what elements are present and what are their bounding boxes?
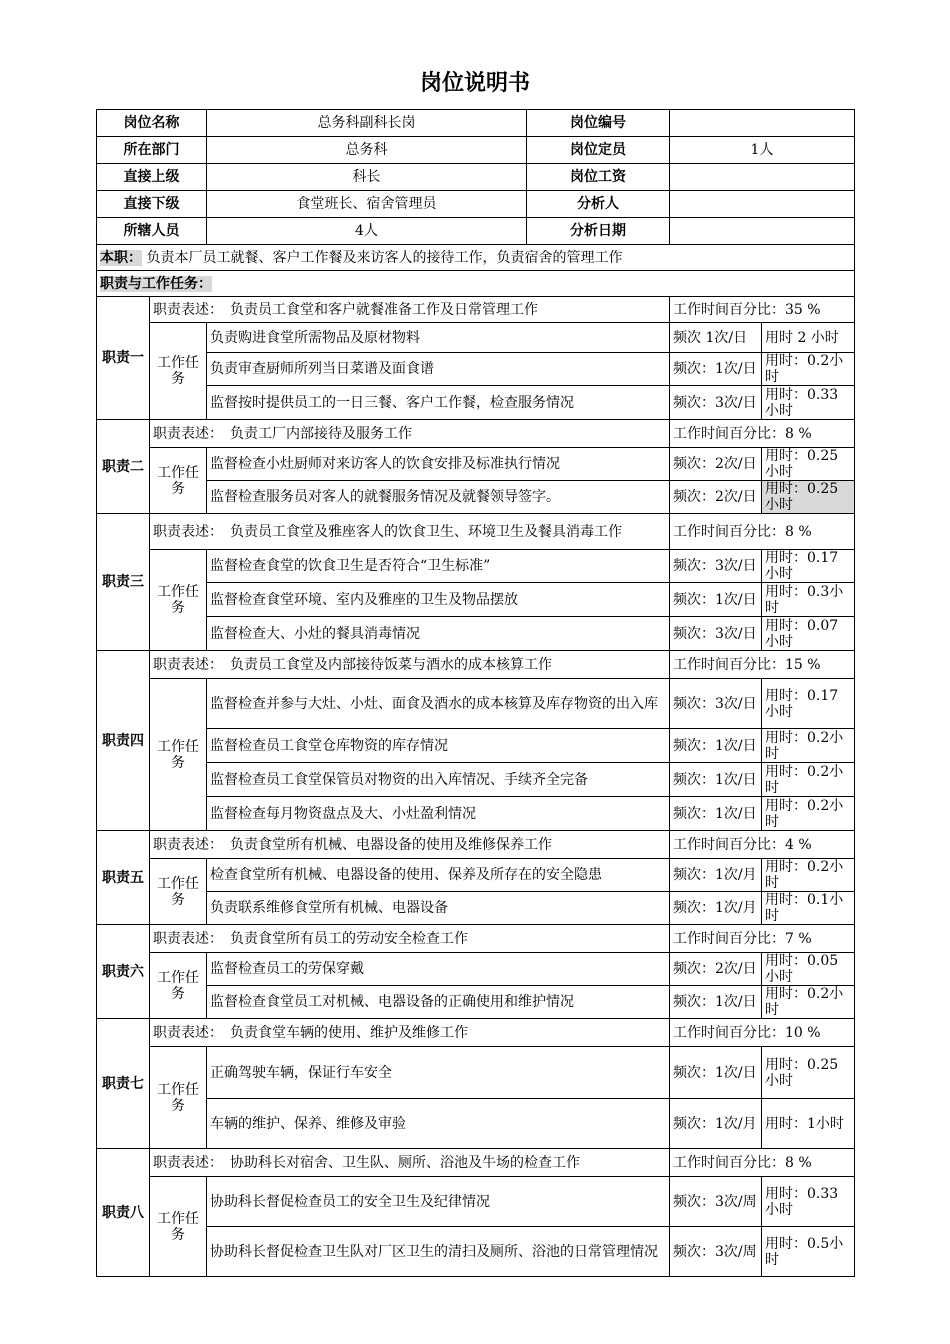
task-frequency: 频次：1次/月	[670, 1099, 762, 1149]
duty-percent: 工作时间百分比：10 %	[670, 1019, 855, 1047]
task-time: 用时：0.25小时	[762, 481, 855, 514]
superior-label: 直接上级	[97, 164, 207, 191]
wage-value	[670, 164, 855, 191]
duties-header: 职责与工作任务：	[100, 275, 212, 292]
task-frequency: 频次：1次/日	[670, 729, 762, 763]
task-label: 工作任务	[150, 323, 207, 420]
task-text: 协助科长督促检查员工的安全卫生及纪律情况	[207, 1177, 670, 1227]
task-text: 监督检查员工食堂保管员对物资的出入库情况、手续齐全完备	[207, 763, 670, 797]
task-time: 用时：0.17小时	[762, 679, 855, 729]
benzhi-row	[97, 245, 855, 271]
duty-name: 职责二	[97, 420, 150, 514]
duty-desc: 职责表述： 负责工厂内部接待及服务工作	[150, 420, 670, 448]
staff-label: 所辖人员	[97, 218, 207, 245]
task-time: 用时：0.07小时	[762, 617, 855, 651]
duty-desc: 职责表述： 负责食堂所有机械、电器设备的使用及维修保养工作	[150, 831, 670, 859]
task-text: 正确驾驶车辆，保证行车安全	[207, 1047, 670, 1099]
task-frequency: 频次：2次/日	[670, 481, 762, 514]
task-time: 用时：0.1小时	[762, 892, 855, 925]
task-text: 监督检查员工食堂仓库物资的库存情况	[207, 729, 670, 763]
task-text: 监督检查食堂员工对机械、电器设备的正确使用和维护情况	[207, 986, 670, 1019]
task-text: 负责购进食堂所需物品及原材物料	[207, 323, 670, 353]
task-frequency: 频次：3次/日	[670, 386, 762, 420]
task-frequency: 频次 1次/日	[670, 323, 762, 353]
wage-label: 岗位工资	[527, 164, 670, 191]
duty-name: 职责六	[97, 925, 150, 1019]
duty-desc: 职责表述： 协助科长对宿舍、卫生队、厕所、浴池及牛场的检查工作	[150, 1149, 670, 1177]
post-name-value: 总务科副科长岗	[207, 110, 527, 137]
task-time: 用时：0.25小时	[762, 1047, 855, 1099]
task-frequency: 频次：1次/月	[670, 859, 762, 892]
task-label: 工作任务	[150, 679, 207, 831]
post-no-label: 岗位编号	[527, 110, 670, 137]
benzhi-label: 本职：	[100, 249, 142, 266]
page-title: 岗位说明书	[419, 71, 530, 96]
duty-desc: 职责表述： 负责员工食堂及内部接待饭菜与酒水的成本核算工作	[150, 651, 670, 679]
duty-name: 职责八	[97, 1149, 150, 1277]
date-value	[670, 218, 855, 245]
duties-header-row	[97, 271, 855, 297]
task-frequency: 频次：1次/日	[670, 583, 762, 617]
task-frequency: 频次：1次/日	[670, 797, 762, 831]
task-time: 用时：0.2小时	[762, 763, 855, 797]
duty-percent: 工作时间百分比：8 %	[670, 1149, 855, 1177]
task-frequency: 频次：1次/日	[670, 353, 762, 386]
task-text: 监督检查员工的劳保穿戴	[207, 953, 670, 986]
task-label: 工作任务	[150, 550, 207, 651]
duty-desc: 职责表述： 负责员工食堂和客户就餐准备工作及日常管理工作	[150, 297, 670, 323]
duty-percent: 工作时间百分比：8 %	[670, 514, 855, 550]
post-no-value	[670, 110, 855, 137]
task-frequency: 频次：3次/日	[670, 679, 762, 729]
task-time: 用时：0.05小时	[762, 953, 855, 986]
subordinate-label: 直接下级	[97, 191, 207, 218]
task-frequency: 频次：1次/日	[670, 986, 762, 1019]
task-label: 工作任务	[150, 1047, 207, 1149]
duty-name: 职责五	[97, 831, 150, 925]
task-text: 监督检查并参与大灶、小灶、面食及酒水的成本核算及库存物资的出入库	[207, 679, 670, 729]
task-time: 用时 2 小时	[762, 323, 855, 353]
task-time: 用时：0.25小时	[762, 448, 855, 481]
duty-percent: 工作时间百分比：15 %	[670, 651, 855, 679]
task-time: 用时：0.2小时	[762, 986, 855, 1019]
staff-value: 4人	[207, 218, 527, 245]
analyst-value	[670, 191, 855, 218]
task-time: 用时：0.5小时	[762, 1227, 855, 1277]
quota-label: 岗位定员	[527, 137, 670, 164]
task-time: 用时：0.2小时	[762, 353, 855, 386]
task-text: 检查食堂所有机械、电器设备的使用、保养及所存在的安全隐患	[207, 859, 670, 892]
task-time: 用时：1小时	[762, 1099, 855, 1149]
task-frequency: 频次：3次/日	[670, 617, 762, 651]
duty-percent: 工作时间百分比：35 %	[670, 297, 855, 323]
duty-name: 职责一	[97, 297, 150, 420]
task-text: 监督检查食堂环境、室内及雅座的卫生及物品摆放	[207, 583, 670, 617]
duty-desc: 职责表述： 负责食堂车辆的使用、维护及维修工作	[150, 1019, 670, 1047]
superior-value: 科长	[207, 164, 527, 191]
task-time: 用时：0.2小时	[762, 729, 855, 763]
job-description-table	[96, 109, 855, 1277]
task-time: 用时：0.2小时	[762, 859, 855, 892]
analyst-label: 分析人	[527, 191, 670, 218]
duty-name: 职责三	[97, 514, 150, 651]
task-text: 负责审查厨师所列当日菜谱及面食谱	[207, 353, 670, 386]
task-text: 监督检查每月物资盘点及大、小灶盈利情况	[207, 797, 670, 831]
date-label: 分析日期	[527, 218, 670, 245]
task-time: 用时：0.17小时	[762, 550, 855, 583]
duty-percent: 工作时间百分比：7 %	[670, 925, 855, 953]
task-label: 工作任务	[150, 859, 207, 925]
task-frequency: 频次：1次/月	[670, 892, 762, 925]
duty-desc: 职责表述： 负责食堂所有员工的劳动安全检查工作	[150, 925, 670, 953]
task-label: 工作任务	[150, 448, 207, 514]
task-time: 用时：0.2小时	[762, 797, 855, 831]
task-frequency: 频次：1次/日	[670, 763, 762, 797]
task-time: 用时：0.33小时	[762, 386, 855, 420]
task-label: 工作任务	[150, 1177, 207, 1277]
task-time: 用时：0.33小时	[762, 1177, 855, 1227]
dept-label: 所在部门	[97, 137, 207, 164]
task-frequency: 频次：3次/周	[670, 1177, 762, 1227]
task-text: 车辆的维护、保养、维修及审验	[207, 1099, 670, 1149]
subordinate-value: 食堂班长、宿舍管理员	[207, 191, 527, 218]
task-text: 协助科长督促检查卫生队对厂区卫生的清扫及厕所、浴池的日常管理情况	[207, 1227, 670, 1277]
task-text: 负责联系维修食堂所有机械、电器设备	[207, 892, 670, 925]
post-name-label: 岗位名称	[97, 110, 207, 137]
task-text: 监督按时提供员工的一日三餐、客户工作餐，检查服务情况	[207, 386, 670, 420]
task-frequency: 频次：2次/日	[670, 953, 762, 986]
task-text: 监督检查大、小灶的餐具消毒情况	[207, 617, 670, 651]
duty-percent: 工作时间百分比：8 %	[670, 420, 855, 448]
task-frequency: 频次：2次/日	[670, 448, 762, 481]
task-frequency: 频次：1次/日	[670, 1047, 762, 1099]
quota-value: 1人	[670, 137, 855, 164]
duty-percent: 工作时间百分比：4 %	[670, 831, 855, 859]
benzhi-text: 负责本厂员工就餐、客户工作餐及来访客人的接待工作，负责宿舍的管理工作	[146, 249, 623, 266]
task-text: 监督检查食堂的饮食卫生是否符合“卫生标准”	[207, 550, 670, 583]
task-text: 监督检查服务员对客人的就餐服务情况及就餐领导签字。	[207, 481, 670, 514]
duty-name: 职责四	[97, 651, 150, 831]
task-label: 工作任务	[150, 953, 207, 1019]
task-frequency: 频次：3次/周	[670, 1227, 762, 1277]
task-time: 用时：0.3小时	[762, 583, 855, 617]
dept-value: 总务科	[207, 137, 527, 164]
task-text: 监督检查小灶厨师对来访客人的饮食安排及标准执行情况	[207, 448, 670, 481]
duty-desc: 职责表述： 负责员工食堂及雅座客人的饮食卫生、环境卫生及餐具消毒工作	[150, 514, 670, 550]
duty-name: 职责七	[97, 1019, 150, 1149]
task-frequency: 频次：3次/日	[670, 550, 762, 583]
